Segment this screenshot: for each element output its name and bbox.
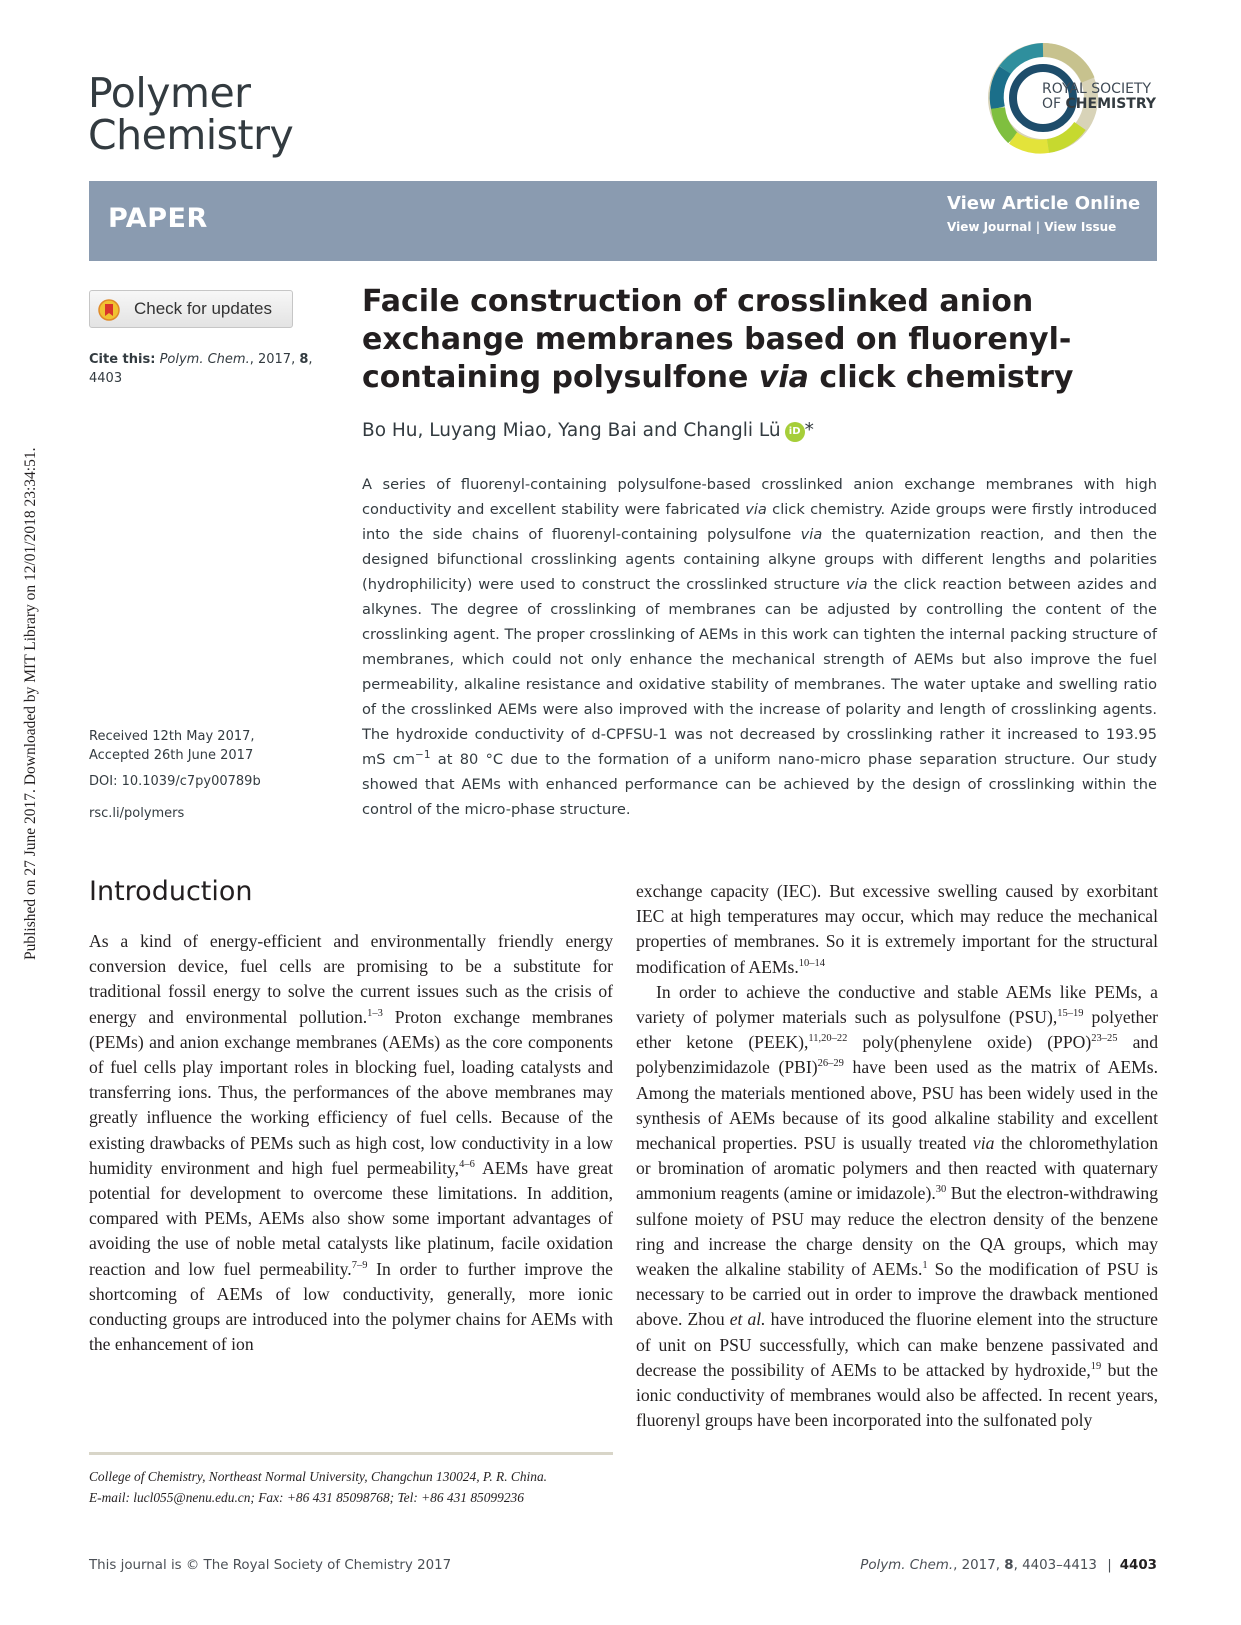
abstract (362, 472, 1157, 822)
article-type: PAPER (108, 203, 208, 234)
view-journal-link[interactable]: View Journal (947, 220, 1032, 234)
check-for-updates-button[interactable] (89, 290, 293, 328)
view-links-separator: | (1035, 220, 1041, 234)
copyright-footer: This journal is © The Royal Society of Chemistry 2017 (89, 1558, 452, 1573)
title-via: via (758, 360, 809, 395)
cite-this (89, 350, 329, 388)
author-list (362, 420, 814, 442)
citation-ref[interactable]: 19 (1090, 1361, 1102, 1372)
abstract-text-1: A series of fluorenyl-containing polysulfone-based crosslinked anion exchange membranes with high conductivity and excellent stability were fabricated (362, 476, 1157, 518)
journal-title-line2: Chemistry (88, 111, 294, 159)
text: In order to further improve the shortcoming of AEMs of low conductivity, generally, more ionic conducting groups are introduced into the polymer chains for AEMs with the enhancement of ion (89, 1258, 613, 1355)
text: Proton exchange membranes (PEMs) and anion exchange membranes (AEMs) as the core components of fuel cells play important roles in blocking fuel, loading catalysts and transferring ions. Thus, the performances of the above membranes may greatly influence the working efficiency of fuel cells. Because of the existing drawbacks of PEMs such as high cost, low conductivity in a low humidity environment and high fuel permeability, (89, 1006, 613, 1178)
citation-ref[interactable]: 15–19 (1057, 1008, 1084, 1020)
affiliation-line2: E-mail: lucl055@nenu.edu.cn; Fax: +86 431 85098768; Tel: +86 431 85099236 (89, 1490, 524, 1505)
rsc-line1: ROYAL SOCIETY (1042, 81, 1152, 97)
footer-volume: 8 (1004, 1558, 1014, 1573)
rsc-wordmark (1042, 82, 1156, 112)
page-number: 4403 (1119, 1558, 1157, 1573)
dates (89, 727, 255, 765)
text: exchange capacity (IEC). But excessive swelling caused by exorbitant IEC at high temperatures may occur, which may reduce the mechanical properties of membranes. So it is extremely important for the structural modification of AEMs. (636, 881, 1158, 977)
abstract-text-5: at 80 °C due to the formation of a uniform nano-micro phase separation structure. Our study showed that AEMs with enhanced performance can be achieved by the design of crosslinking within the control of the micro-phase structure. (362, 751, 1157, 818)
text: but the ionic conductivity of membranes would also be affected. In recent years, fluorenyl groups have been incorporated into the sulfonated poly (636, 1359, 1158, 1431)
view-article-online-link[interactable]: View Article Online (947, 193, 1141, 214)
text: have introduced the fluorine element into the structure of unit on PSU successfully, which can make benzene passivated and decrease the possibility of AEMs to be attacked by hydroxide, (636, 1309, 1158, 1380)
rsc-line2-prefix: OF (1042, 96, 1066, 112)
intro-paragraph-1 (89, 929, 613, 1357)
rsc-line2 (1042, 97, 1156, 112)
abstract-text-3: the quaternization reaction, and then the designed bifunctional crosslinking agents containing alkyne groups with different lengths and polarities (hydrophilicity) were used to construct the crosslinked structure (362, 526, 1157, 593)
abstract-via-2: via (800, 526, 823, 543)
citation-ref[interactable]: 4–6 (459, 1158, 475, 1170)
citation-ref[interactable]: 7–9 (351, 1259, 368, 1271)
text: AEMs have great potential for development to overcome these limitations. In addition, compared with PEMs, AEMs also show some important advantages of avoiding the use of noble metal catalysts like platinum, facile oxidation reaction and low fuel permeability. (89, 1157, 613, 1279)
citation-ref[interactable]: 26–29 (817, 1058, 844, 1070)
abstract-via-3: via (845, 576, 868, 593)
abstract-text-2: click chemistry. Azide groups were firstly introduced into the side chains of fluorenyl-containing polysulfone (362, 501, 1157, 543)
doi[interactable]: DOI: 10.1039/c7py00789b (89, 774, 261, 789)
cite-volume-comma: , (308, 352, 313, 367)
received-date: Received 12th May 2017, (89, 729, 255, 744)
footer-separator: | (1107, 1558, 1112, 1573)
footnote-divider (89, 1452, 613, 1455)
accepted-date: Accepted 26th June 2017 (89, 748, 254, 763)
text-italic: et al. (729, 1309, 766, 1330)
bookmark-update-icon (98, 299, 120, 321)
text: But the electron-withdrawing sulfone moiety of PSU may reduce the electron density of the benzene ring and increase the charge density on the QA groups, which may weaken the alkaline stability of AEMs. (636, 1183, 1158, 1280)
abstract-superscript: −1 (415, 749, 431, 762)
text: In order to achieve the conductive and stable AEMs like PEMs, a variety of polymer materials such as polysulfone (PSU), (636, 981, 1158, 1028)
footer-year: , 2017, (953, 1558, 1005, 1573)
section-heading-introduction: Introduction (89, 876, 253, 907)
text: As a kind of energy-efficient and environmentally friendly energy conversion device, fuel cells are promising to be a substitute for traditional fossil energy to solve the current issues such as the crisis of energy and environmental pollution. (89, 931, 613, 1027)
paper-title (362, 283, 1122, 397)
citation-ref[interactable]: 11,20–22 (808, 1033, 848, 1045)
citation-ref[interactable]: 1–3 (367, 1007, 383, 1019)
footer-journal: Polym. Chem. (860, 1558, 954, 1573)
cite-journal: Polym. Chem. (159, 352, 250, 367)
orcid-icon[interactable]: iD (785, 422, 805, 442)
affiliation-line1: College of Chemistry, Northeast Normal University, Changchun 130024, P. R. China. (89, 1469, 548, 1484)
abstract-via-1: via (745, 501, 767, 518)
view-links (947, 220, 1116, 234)
title-part2: click chemistry (808, 360, 1074, 395)
view-issue-link[interactable]: View Issue (1044, 220, 1117, 234)
body-column-right (636, 879, 1158, 1433)
cite-label: Cite this: (89, 352, 156, 367)
text: the chloromethylation or bromination of aromatic polymers and then reacted with quaternary ammonium reagents (amine or imidazole). (636, 1133, 1158, 1204)
cite-page: 4403 (89, 371, 123, 386)
citation-ref[interactable]: 23–25 (1091, 1033, 1118, 1045)
publication-stamp: Published on 27 June 2017. Downloaded by MIT Library on 12/01/2018 23:34:51. (22, 447, 39, 960)
cite-year: 2017, (257, 352, 296, 367)
title-part1: Facile construction of crosslinked anion exchange membranes based on fluorenyl-containing polysulfone (362, 284, 1072, 395)
journal-url[interactable]: rsc.li/polymers (89, 806, 185, 821)
journal-title-line1: Polymer (88, 69, 251, 117)
page-footer (860, 1558, 1157, 1573)
text: and polybenzimidazole (PBI) (636, 1032, 1158, 1078)
abstract-text-4: the click reaction between azides and alkynes. The degree of crosslinking of membranes can be adjusted by controlling the content of the crosslinking agent. The proper crosslinking of AEMs in this work can tighten the internal packing structure of membranes, which could not only enhance the mechanical strength of AEMs but also improve the fuel permeability, alkaline resistance and oxidative stability of membranes. The water uptake and swelling ratio of the crosslinked AEMs were also improved with the increase of polarity and length of crosslinking agents. The hydroxide conductivity of d-CPFSU-1 was not decreased by crosslinking rather it increased to 193.95 mS cm (362, 576, 1157, 768)
author-names: Bo Hu, Luyang Miao, Yang Bai and Changli Lü (362, 420, 781, 441)
text: So the modification of PSU is necessary to be carried out in order to improve the drawback mentioned above. Zhou (636, 1259, 1158, 1330)
footer-pages: , 4403–4413 (1013, 1558, 1097, 1573)
citation-ref[interactable]: 10–14 (798, 957, 825, 969)
intro-paragraph-1-continued (636, 879, 1158, 980)
journal-title (88, 69, 294, 159)
text: polyether ether ketone (PEEK), (636, 1007, 1158, 1053)
citation-ref[interactable]: 1 (922, 1260, 928, 1272)
check-for-updates-label: Check for updates (134, 299, 272, 318)
text: poly(phenylene oxide) (PPO) (847, 1032, 1092, 1053)
corresponding-author-mark: * (804, 420, 814, 441)
cite-volume: 8 (299, 352, 309, 367)
body-column-left (89, 929, 613, 1357)
citation-ref[interactable]: 30 (935, 1184, 947, 1196)
rsc-line2-bold: CHEMISTRY (1065, 96, 1157, 112)
text: have been used as the matrix of AEMs. Among the materials mentioned above, PSU has been widely used in the synthesis of AEMs because of its good alkaline stability and excellent mechanical properties. PSU is usually treated (636, 1057, 1158, 1154)
intro-paragraph-2 (636, 980, 1158, 1434)
text-italic: via (972, 1133, 995, 1154)
cite-journal-comma: , (249, 352, 254, 367)
affiliation-footnote (89, 1466, 619, 1508)
